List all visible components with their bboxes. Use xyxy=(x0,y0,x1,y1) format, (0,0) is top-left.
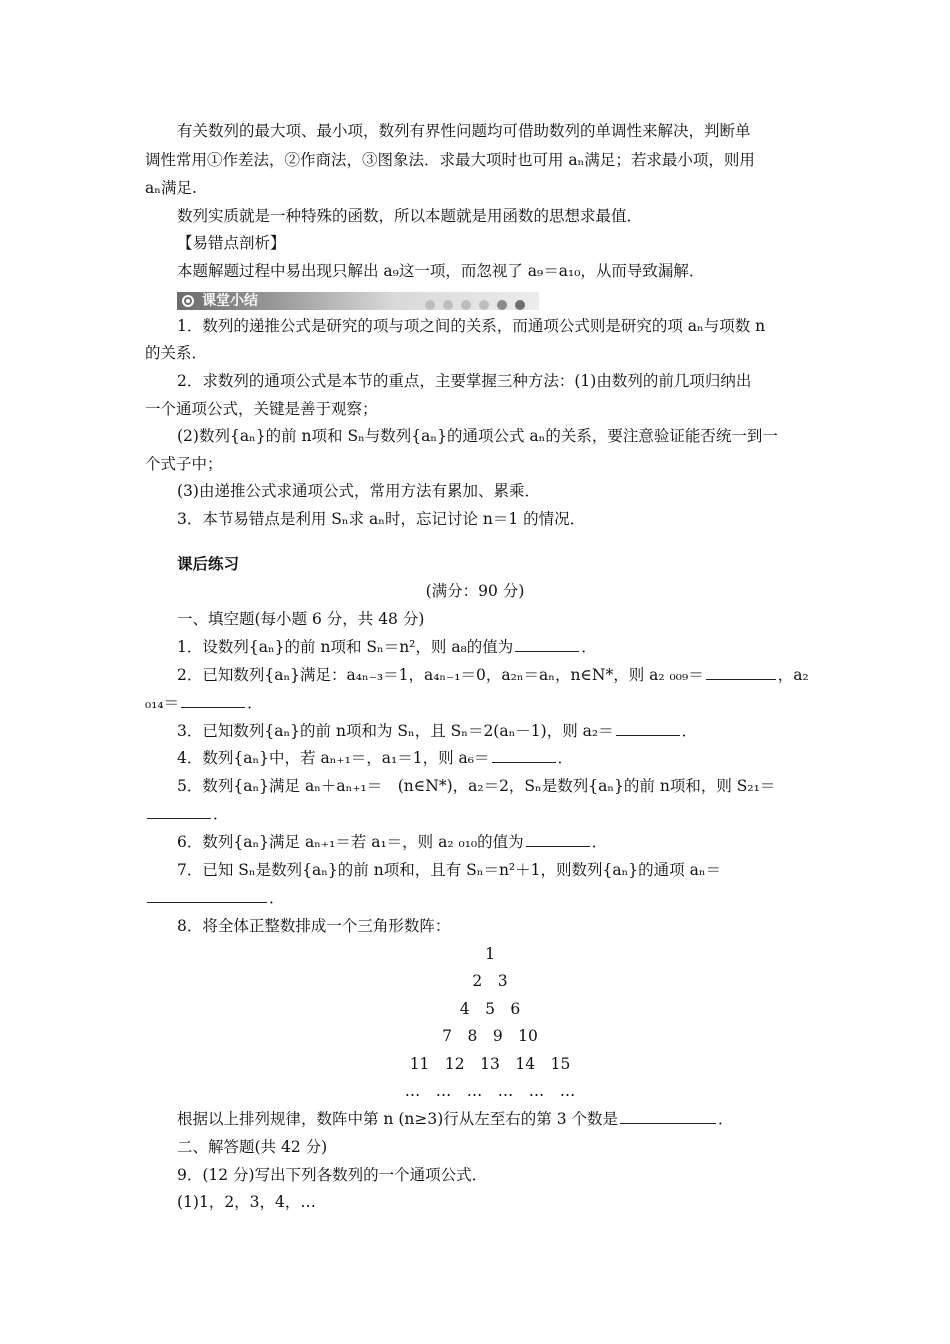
dot-icon xyxy=(443,300,453,310)
summary-line: 1．数列的递推公式是研究的项与项之间的关系，而通项公式则是研究的项 aₙ与项数 n xyxy=(177,317,766,335)
summary-line: (2)数列{aₙ}的前 n项和 Sₙ与数列{aₙ}的通项公式 aₙ的关系，要注意验证能否统一到一 xyxy=(177,427,778,445)
part-heading: 一、填空题(每小题 6 分，共 48 分) xyxy=(177,610,425,628)
answer-blank xyxy=(147,804,211,819)
part-heading: 二、解答题(共 42 分) xyxy=(177,1138,328,1156)
decorative-dots xyxy=(425,296,533,314)
dot-icon xyxy=(515,300,525,310)
question-9: 9．(12 分)写出下列各数列的一个通项公式． xyxy=(177,1166,488,1184)
summary-line: 的关系． xyxy=(145,344,208,362)
answer-blank xyxy=(620,1109,716,1124)
question-3: 3．已知数列{aₙ}的前 n项和为 Sₙ，且 Sₙ＝2(aₙ－1)，则 a₂＝ ． xyxy=(177,722,698,740)
question-5-cont: ． xyxy=(145,804,805,824)
dot-icon xyxy=(479,300,489,310)
answer-blank xyxy=(147,888,267,903)
section-heading: 【易错点剖析】 xyxy=(177,234,286,252)
answer-blank xyxy=(526,832,590,847)
question-7-cont: ． xyxy=(145,888,805,908)
triangle-row: 1 xyxy=(485,945,495,963)
question-4: 4．数列{aₙ}中，若 aₙ₊₁＝，a₁＝1，则 a₆＝ ． xyxy=(177,749,574,767)
dot-icon xyxy=(497,300,507,310)
paragraph-line: 数列实质就是一种特殊的函数，所以本题就是用函数的思想求最值． xyxy=(177,207,643,225)
triangle-row: 4 5 6 xyxy=(459,1000,521,1018)
answer-blank xyxy=(492,748,556,763)
question-7: 7．已知 Sₙ是数列{aₙ}的前 n项和，且有 Sₙ＝n²＋1，则数列{aₙ}的通项 aₙ＝ xyxy=(177,861,722,879)
answer-blank xyxy=(181,693,245,708)
banner-title: 课堂小结 xyxy=(202,293,258,309)
paragraph-line: 本题解题过程中易出现只解出 a₉这一项，而忽视了 a₉＝a₁₀，从而导致漏解． xyxy=(177,262,705,280)
question-9-sub-1: (1)1，2，3，4，… xyxy=(177,1193,316,1211)
triangle-row: 11 12 13 14 15 xyxy=(409,1055,571,1073)
triangle-row: 2 3 xyxy=(472,972,508,990)
triangle-row: … … … … … … xyxy=(404,1082,576,1100)
question-2-cont: ₀₁₄＝ ． xyxy=(145,694,263,712)
dot-icon xyxy=(461,300,471,310)
answer-blank xyxy=(706,665,776,680)
summary-line: 一个通项公式，关键是善于观察； xyxy=(145,400,378,418)
bullet-circle-icon xyxy=(182,295,194,307)
paragraph-line: aₙ满足. xyxy=(145,179,197,197)
dot-icon xyxy=(425,300,435,310)
question-6: 6．数列{aₙ}满足 aₙ₊₁＝若 a₁＝，则 a₂ ₀₁₀的值为 ． xyxy=(177,833,608,851)
summary-line: 个式子中； xyxy=(145,455,223,473)
section-banner xyxy=(177,292,539,310)
answer-blank xyxy=(616,721,680,736)
summary-line: (3)由递推公式求通项公式，常用方法有累加、累乘． xyxy=(177,482,540,500)
answer-blank xyxy=(515,637,579,652)
question-5: 5．数列{aₙ}满足 aₙ＋aₙ₊₁＝ (n∈N*)，a₂＝2，Sₙ是数列{aₙ}的前 n项和，则 S₂₁＝ xyxy=(177,777,776,795)
summary-line: 2．求数列的通项公式是本节的重点，主要掌握三种方法：(1)由数列的前几项归纳出 xyxy=(177,372,752,390)
question-8-answer-line: 根据以上排列规律，数阵中第 n (n≥3)行从左至右的第 3 个数是 ． xyxy=(177,1110,734,1128)
exercise-title: 课后练习 xyxy=(177,554,240,573)
summary-line: 3．本节易错点是利用 Sₙ求 aₙ时，忘记讨论 n＝1 的情况． xyxy=(177,510,586,528)
paragraph-line: 调性常用①作差法，②作商法，③图象法．求最大项时也可用 aₙ满足；若求最小项，则用 xyxy=(145,151,755,169)
triangle-row: 7 8 9 10 xyxy=(442,1027,538,1045)
question-1: 1．设数列{aₙ}的前 n项和 Sₙ＝n²，则 a₈的值为 ． xyxy=(177,638,597,656)
question-8: 8．将全体正整数排成一个三角形数阵： xyxy=(177,917,451,935)
paragraph-line: 有关数列的最大项、最小项，数列有界性问题均可借助数列的单调性来解决，判断单 xyxy=(177,122,751,140)
question-2: 2．已知数列{aₙ}满足：a₄ₙ₋₃＝1，a₄ₙ₋₁＝0，a₂ₙ＝aₙ，n∈N*，则 a₂ ₀₀₉＝ ，a₂ xyxy=(177,666,809,684)
score-note: (满分：90 分) xyxy=(425,582,525,600)
